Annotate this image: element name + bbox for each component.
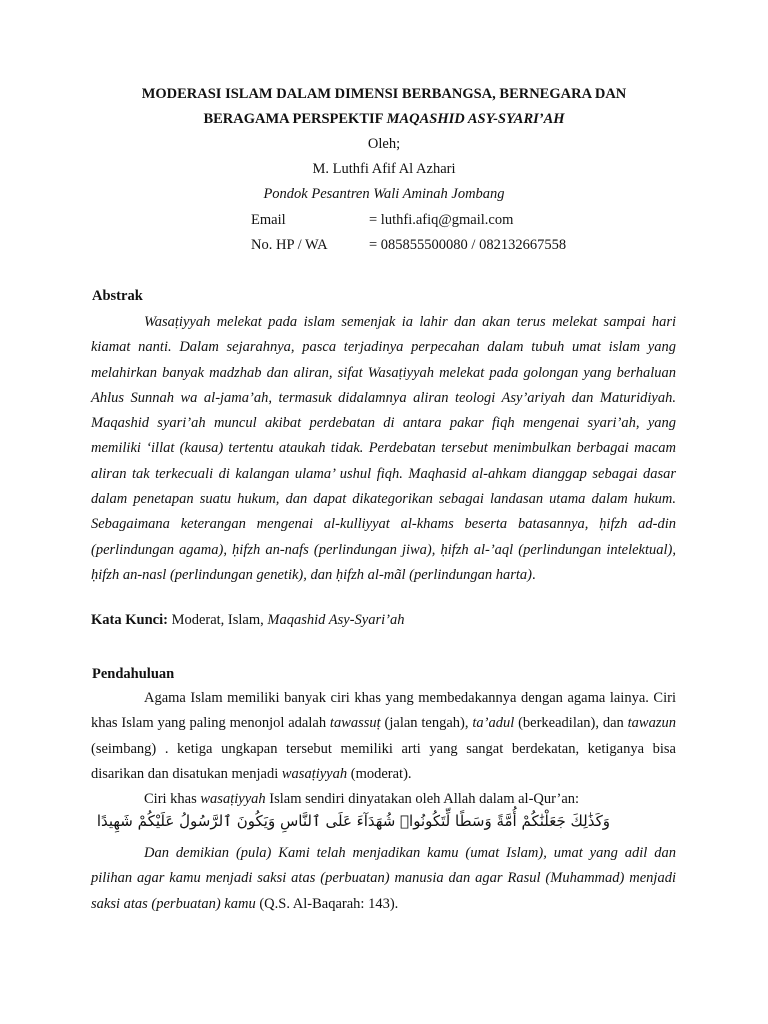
abstract-heading: Abstrak xyxy=(92,288,143,304)
keywords-plain: Moderat, Islam, xyxy=(167,612,268,628)
intro-p1-text: Agama Islam memiliki banyak ciri khas yang membedakannya dengan agama lainya. Ciri khas Islam yang paling menonjol adalah xyxy=(91,690,676,732)
term-wasatiyyah: wasaṭiyyah xyxy=(200,791,266,807)
quran-verse-translation xyxy=(91,841,676,917)
abstract-text-end: . xyxy=(532,566,536,583)
verse-reference: (Q.S. Al-Baqarah: 143). xyxy=(255,895,399,912)
term-taadul: ta’adul xyxy=(472,715,515,732)
intro-paragraph-2 xyxy=(91,787,676,812)
intro-p1-text: (seimbang) . ketiga ungkapan tersebut memiliki arti yang sangat berdekatan, ketiganya bisa disarikan dan disatukan menjadi xyxy=(91,740,676,782)
term-tawazun: tawazun xyxy=(627,715,676,732)
intro-p1-text: (moderat). xyxy=(347,765,412,782)
byline-oleh: Oleh; xyxy=(367,136,401,152)
term-tawassut: tawassuṭ xyxy=(329,715,381,732)
title-line-2 xyxy=(0,111,768,128)
intro-p1-text: (jalan tengah), xyxy=(380,715,473,732)
email-label: Email xyxy=(251,212,286,228)
phone-label: No. HP / WA xyxy=(251,237,328,253)
author-affiliation: Pondok Pesantren Wali Aminah Jombang xyxy=(263,186,505,202)
intro-p2-text: Islam sendiri dinyatakan oleh Allah dalam al-Qur’an: xyxy=(265,791,580,807)
email-value: = luthfi.afiq@gmail.com xyxy=(369,212,514,228)
keywords-label: Kata Kunci: xyxy=(91,612,168,628)
translation-text: Dan demikian (pula) Kami telah menjadikan kamu (umat Islam), umat yang adil dan pilihan agar kamu menjadi saksi atas (perbuatan) manusia dan agar Rasul (Muhammad) menjadi saksi atas (perbuatan) kamu xyxy=(91,845,676,912)
intro-p1-text: (berkeadilan), dan xyxy=(514,715,628,732)
abstract-paragraph xyxy=(91,310,676,588)
abstract-text: Wasaṭiyyah melekat pada islam semenjak ia lahir dan akan terus melekat sampai hari kiamat nanti. Dalam sejarahnya, pasca terjadinya perpecahan dalam tubuh umat islam yang melahirkan banyak madzhab dan aliran, sifat Wasaṭiyyah melekat pada golongan yang berhaluan Ahlus Sunnah wa al-jama’ah, termasuk didalamnya aliran teologi Asy’ariyah dan Maturidiyah. Maqashid syari’ah muncul akibat perdebatan di antara pakar fiqh mengenai syari’ah, yang memiliki ‘illat (kausa) tertentu ataukah tidak. Perdebatan tersebut menimbulkan berbagai macam aliran tak terkecuali di kalangan ulama’ ushul fiqh. Maqhasid al-ahkam dianggap sebagai dasar dalam penetapan suatu hukum, dan dapat dikategorikan sebagai landasan utama dalam hukum. Sebagaimana keterangan mengenai al-kulliyyat al-khams beserta batasannya, ḥifzh ad-din (perlindungan agama), ḥifzh an-nafs (perlindungan jiwa), ḥifzh al-’aql (perlindungan intelektual), ḥifzh an-nasl (perlindungan genetik), dan ḥifzh al-mãl (perlindungan harta) xyxy=(91,314,676,583)
intro-heading: Pendahuluan xyxy=(92,666,175,682)
intro-p2-text: Ciri khas xyxy=(144,791,201,807)
author-name: M. Luthfi Afif Al Azhari xyxy=(312,161,456,177)
title-line-1: MODERASI ISLAM DALAM DIMENSI BERBANGSA, BERNEGARA DAN xyxy=(141,86,627,102)
term-wasatiyyah: wasaṭiyyah xyxy=(281,765,348,782)
title-line-2-plain: BERAGAMA PERSPEKTIF xyxy=(203,111,387,127)
title-line-2-italic: MAQASHID ASY-SYARI’AH xyxy=(386,111,565,127)
phone-value: = 085855500080 / 082132667558 xyxy=(369,237,567,253)
keywords-line xyxy=(91,612,404,629)
intro-paragraph-1 xyxy=(91,686,676,787)
keywords-italic: Maqashid Asy-Syari’ah xyxy=(267,612,405,628)
quran-verse-arabic: وَكَذَٰلِكَ جَعَلْنَٰكُمْ أُمَّةً وَسَطًا لِّتَكُونُوا۟ شُهَدَآءَ عَلَى ٱلنَّاسِ وَيَكُونَ ٱلرَّسُولُ عَلَيْكُمْ شَهِيدًا xyxy=(96,812,610,830)
